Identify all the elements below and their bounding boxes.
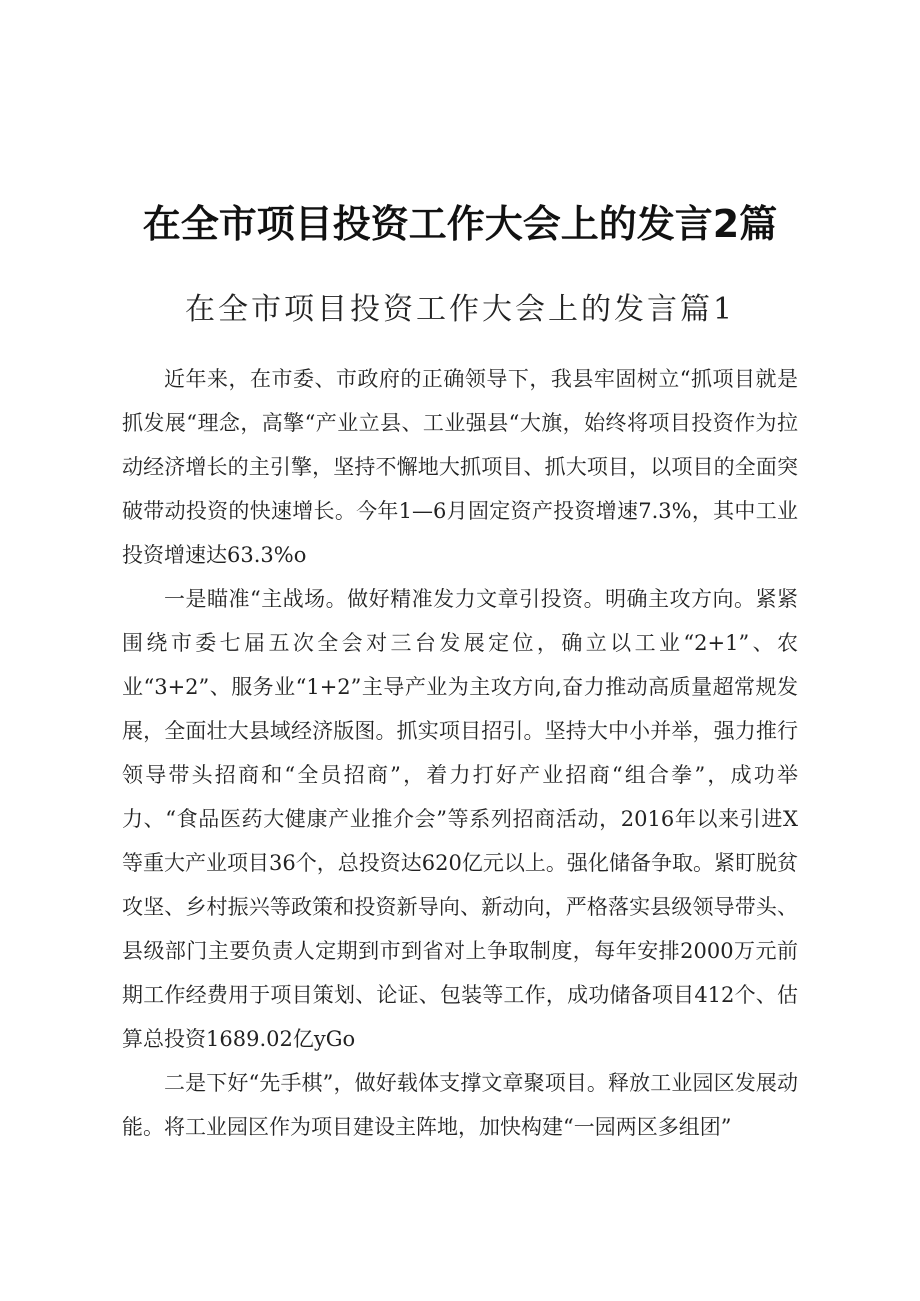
paragraph-intro: 近年来，在市委、市政府的正确领导下，我县牢固树立“抓项目就是抓发展“理念，高擎“产业立县、工业强县“大旗，始终将项目投资作为拉动经济增长的主引擎，坚持不懈地大抓项目、抓大项目，以项目的全面突破带动投资的快速增长。今年1—6月固定资产投资增速7.3%，其中工业投资增速达63.3%o [122,367,798,567]
paragraph-point-two: 二是下好“先手棋”，做好载体支撑文章聚项目。释放工业园区发展动能。将工业园区作为项目建设主阵地，加快构建“一园两区多组团” [122,1071,798,1139]
document-body [122,357,798,1149]
paragraph-point-one: 一是瞄准“主战场。做好精准发力文章引投资。明确主攻方向。紧紧围绕市委七届五次全会对三台发展定位，确立以工业“2+1”、农业“3+2”、服务业“1+2”主导产业为主攻方向,奋力推动高质量超常规发展，全面壮大县域经济版图。抓实项目招引。坚持大中小并举，强力推行领导带头招商和“全员招商”，着力打好产业招商“组合拳”，成功举力、“食品医药大健康产业推介会”等系列招商活动，2016年以来引进X等重大产业项目36个，总投资达620亿元以上。强化储备争取。紧盯脱贫攻坚、乡村振兴等政策和投资新导向、新动向，严格落实县级领导带头、县级部门主要负责人定期到市到省对上争取制度，每年安排2000万元前期工作经费用于项目策划、论证、包装等工作，成功储备项目412个、估算总投资1689.02亿yGo [122,587,798,1051]
document-title: 在全市项目投资工作大会上的发言2篇 [142,202,778,246]
section-title: 在全市项目投资工作大会上的发言篇1 [184,292,736,327]
